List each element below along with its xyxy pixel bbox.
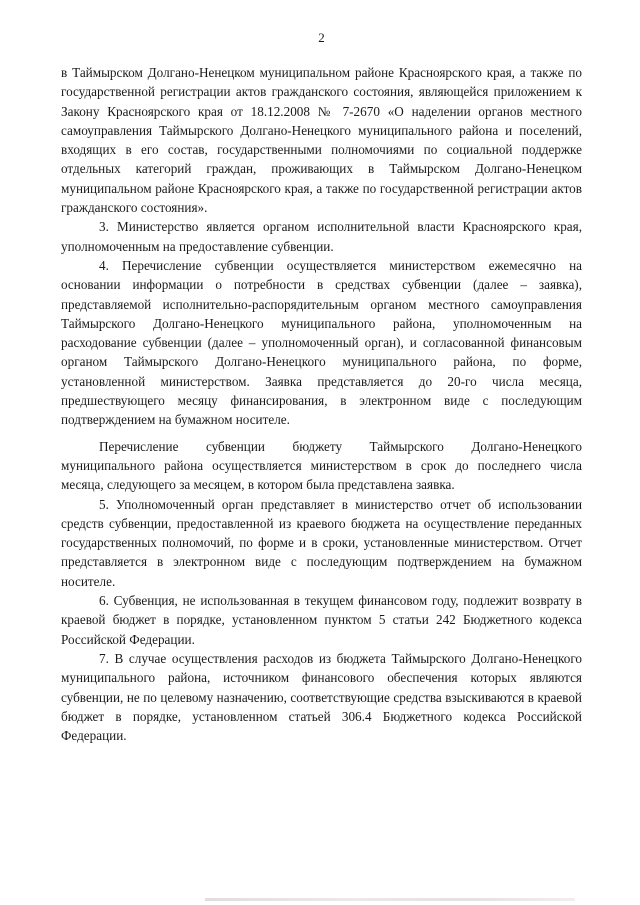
paragraph-item-4: 4. Перечисление субвенции осуществляется министерством ежемесячно на основании информации о потребности в средствах субвенции (далее – заявка), представляемой исполнительно-распорядительным органом местного самоуправления Таймырского Долгано-Ненецкого муниципального района, уполномоченным на расходование субвенции (далее – уполномоченный орган), и согласованной финансовым органом Таймырского Долгано-Ненецкого муниципального района, по форме, установленной министерством. Заявка представляется до 20-го числа месяца, предшествующего месяцу финансирования, в электронном виде с последующим подтверждением на бумажном носителе. (61, 257, 582, 428)
paragraph-continuation: в Таймырском Долгано-Ненецком муниципальном районе Красноярского края, а также по государственной регистрации актов гражданского состояния, являющейся приложением к Закону Красноярского края от 18.12.2008 № 7-2670 «О наделении органов местного самоуправления Таймырского Долгано-Ненецкого муниципального района и поселений, входящих в его состав, государственными полномочиями по социальной поддержке отдельных категорий граждан, проживающих в Таймырском Долгано-Ненецком муниципальном районе Красноярского края, а также по государственной регистрации актов гражданского состояния». (61, 65, 582, 216)
paragraph-item-6: 6. Субвенция, не использованная в текущем финансовом году, подлежит возврату в краевой бюджет в порядке, установленном пунктом 5 статьи 242 Бюджетного кодекса Российской Федерации. (61, 593, 582, 647)
document-body (61, 63, 582, 745)
paragraph-item-5: 5. Уполномоченный орган представляет в министерство отчет об использовании средств субвенции, предоставленной из краевого бюджета на осуществление переданных государственных полномочий, по форме и в сроки, установленные министерством. Отчет представляется в электронном виде с последующим подтверждением на бумажном носителе. (61, 496, 582, 589)
paragraph-item-7: 7. В случае осуществления расходов из бюджета Таймырского Долгано-Ненецкого муниципального района, источником финансового обеспечения которых являются субвенции, не по целевому назначению, соответствующие средства взыскиваются в краевой бюджет в порядке, установленном статьей 306.4 Бюджетного кодекса Российской Федерации. (61, 650, 582, 744)
paragraph-item-3: 3. Министерство является органом исполнительной власти Красноярского края, уполномоченным на предоставление субвенции. (61, 219, 582, 254)
paragraph-item-4-transfer: Перечисление субвенции бюджету Таймырского Долгано-Ненецкого муниципального района осуществляется министерством в срок до последнего числа месяца, следующего за месяцем, в котором была представлена заявка. (61, 438, 582, 493)
page-number: 2 (318, 30, 325, 45)
scan-edge-mark (205, 898, 575, 901)
